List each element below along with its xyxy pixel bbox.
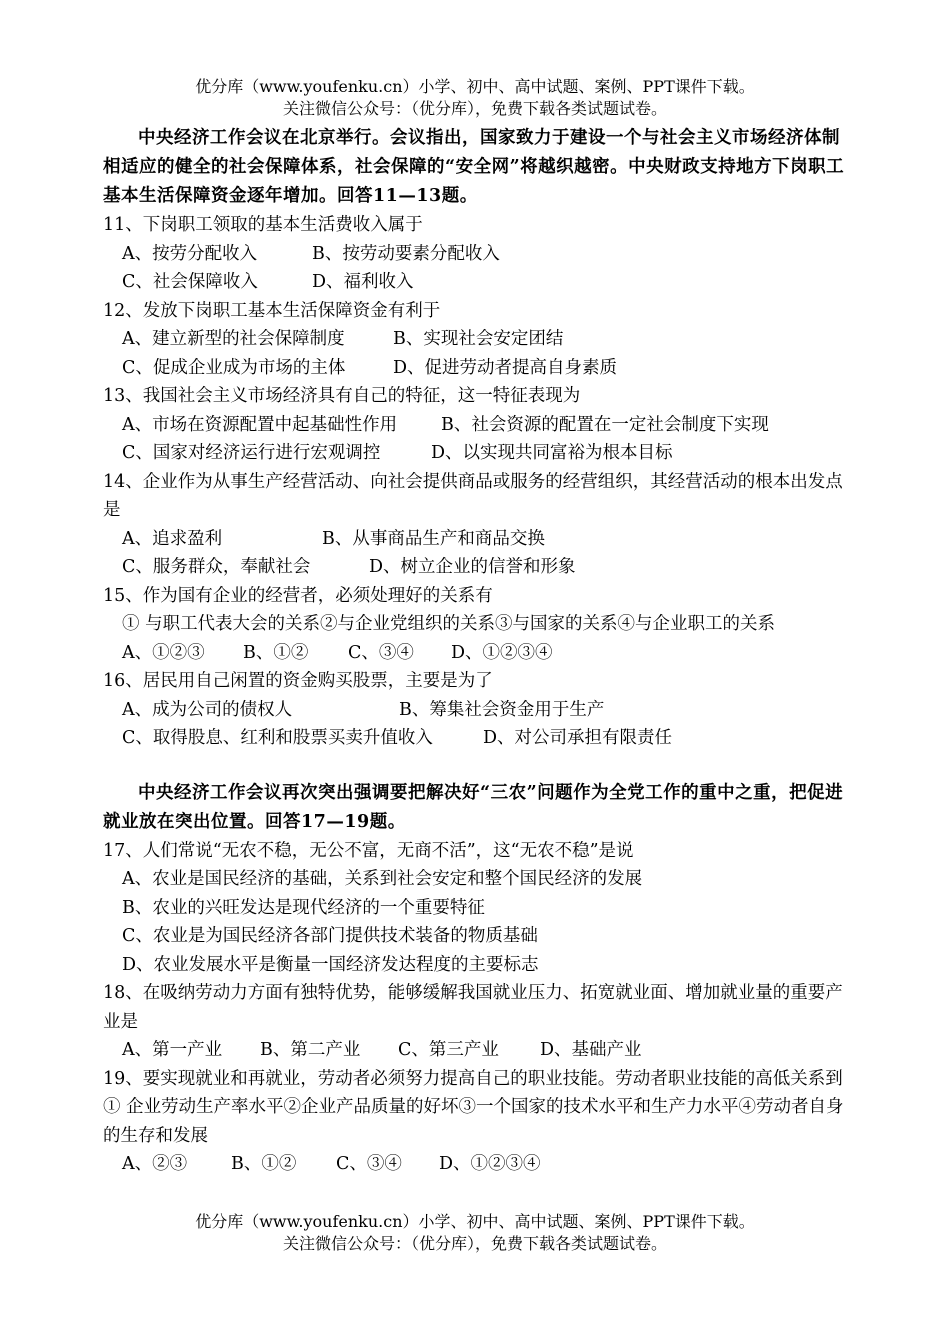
question-14-options-row-2 [103,553,853,582]
exam-content [103,124,853,1179]
question-15-stem: 15、作为国有企业的经营者，必须处理好的关系有 [103,585,493,606]
page-footer [0,1211,950,1255]
footer-line-2: 关注微信公众号：（优分库），免费下载各类试题试卷。 [282,1234,667,1253]
option-a: A、第一产业 [122,1040,223,1060]
question-13-options-row-2 [103,439,853,468]
footer-line-1: 优分库（www.youfenku.cn）小学、初中、高中试题、案例、PPT课件下载。 [195,1212,755,1231]
question-17-stem: 17、人们常说“无农不稳，无公不富，无商不活”，这“无农不稳”是说 [103,840,634,861]
option-a: A、市场在资源配置中起基础性作用 [122,414,398,435]
option-c: C、农业是为国民经济各部门提供技术装备的物质基础 [122,926,538,946]
option-a: A、成为公司的债权人 [122,699,293,720]
option-c: C、取得股息、红利和股票买卖升值收入 [122,728,433,748]
option-b: B、①② [243,642,309,663]
question-12-options-row-2 [103,354,853,383]
option-a: A、②③ [122,1154,188,1174]
question-18-options-row [103,1036,853,1065]
option-c: C、国家对经济运行进行宏观调控 [122,443,381,463]
option-a: A、追求盈利 [122,528,223,549]
option-b: B、①② [231,1154,297,1174]
option-d: D、以实现共同富裕为根本目标 [431,443,673,463]
question-16-options-row-2 [103,724,853,753]
option-d: D、基础产业 [540,1040,642,1060]
option-c: C、③④ [336,1154,402,1174]
question-15-options-row [103,639,853,668]
question-11-stem: 11、下岗职工领取的基本生活费收入属于 [103,215,423,235]
header-line-1: 优分库（www.youfenku.cn）小学、初中、高中试题、案例、PPT课件下载。 [195,77,755,96]
question-12-options-row-1 [103,325,853,354]
question-13-options-row-1 [103,411,853,440]
intro-paragraph-1: 中央经济工作会议在北京举行。会议指出，国家致力于建设一个与社会主义市场经济体制相适应的健全的社会保障体系，社会保障的“安全网”将越织越密。中央财政支持地方下岗职工基本生活保障资金逐年增加。回答11—13题。 [103,128,845,206]
option-d: D、①②③④ [439,1154,541,1174]
option-b: B、实现社会安定团结 [393,329,564,349]
question-19-stem: 19、要实现就业和再就业，劳动者必须努力提高自己的职业技能。劳动者职业技能的高低关系到 [103,1068,843,1089]
question-18-stem: 18、在吸纳劳动力方面有独特优势，能够缓解我国就业压力、拓宽就业面、增加就业量的重要产业是 [103,983,843,1032]
page-header [0,76,950,120]
option-a: A、按劳分配收入 [122,243,258,264]
option-d: D、农业发展水平是衡量一国经济发达程度的主要标志 [122,954,539,975]
option-c: C、第三产业 [398,1040,499,1060]
intro-paragraph-2: 中央经济工作会议再次突出强调要把解决好“三农”问题作为全党工作的重中之重，把促进就业放在突出位置。回答17—19题。 [103,782,844,832]
question-14-options-row-1 [103,525,853,554]
header-line-2: 关注微信公众号：（优分库），免费下载各类试题试卷。 [282,99,667,118]
option-c: C、促成企业成为市场的主体 [122,357,346,378]
question-19-statements: ① 企业劳动生产率水平②企业产品质量的好坏③一个国家的技术水平和生产力水平④劳动者自身的生存和发展 [103,1097,844,1146]
option-b: B、社会资源的配置在一定社会制度下实现 [441,414,769,435]
question-15-statements: ① 与职工代表大会的关系②与企业党组织的关系③与国家的关系④与企业职工的关系 [122,614,776,634]
option-d: D、促进劳动者提高自身素质 [393,357,618,378]
option-b: B、按劳动要素分配收入 [312,243,500,264]
option-c: C、社会保障收入 [122,272,258,292]
option-b: B、农业的兴旺发达是现代经济的一个重要特征 [122,897,485,918]
question-16-stem: 16、居民用自己闲置的资金购买股票，主要是为了 [103,671,493,691]
option-d: D、①②③④ [451,642,553,663]
question-16-options-row-1 [103,696,853,725]
question-12-stem: 12、发放下岗职工基本生活保障资金有利于 [103,300,441,321]
question-11-options-row-2 [103,268,853,297]
question-11-options-row-1 [103,240,853,269]
option-d: D、对公司承担有限责任 [483,728,673,748]
option-c: C、服务群众，奉献社会 [122,557,311,577]
section-gap [103,753,853,779]
option-a: A、建立新型的社会保障制度 [122,329,345,349]
question-19-options-row [103,1150,853,1179]
option-b: B、第二产业 [260,1040,361,1060]
question-14-stem: 14、企业作为从事生产经营活动、向社会提供商品或服务的经营组织，其经营活动的根本出发点是 [103,471,843,520]
option-a: A、农业是国民经济的基础，关系到社会安定和整个国民经济的发展 [122,869,643,889]
option-b: B、从事商品生产和商品交换 [322,528,545,549]
option-d: D、树立企业的信誉和形象 [369,557,576,577]
question-13-stem: 13、我国社会主义市场经济具有自己的特征，这一特征表现为 [103,386,581,406]
option-d: D、福利收入 [312,272,414,292]
option-b: B、筹集社会资金用于生产 [399,699,605,720]
option-c: C、③④ [348,642,414,663]
option-a: A、①②③ [122,642,205,663]
